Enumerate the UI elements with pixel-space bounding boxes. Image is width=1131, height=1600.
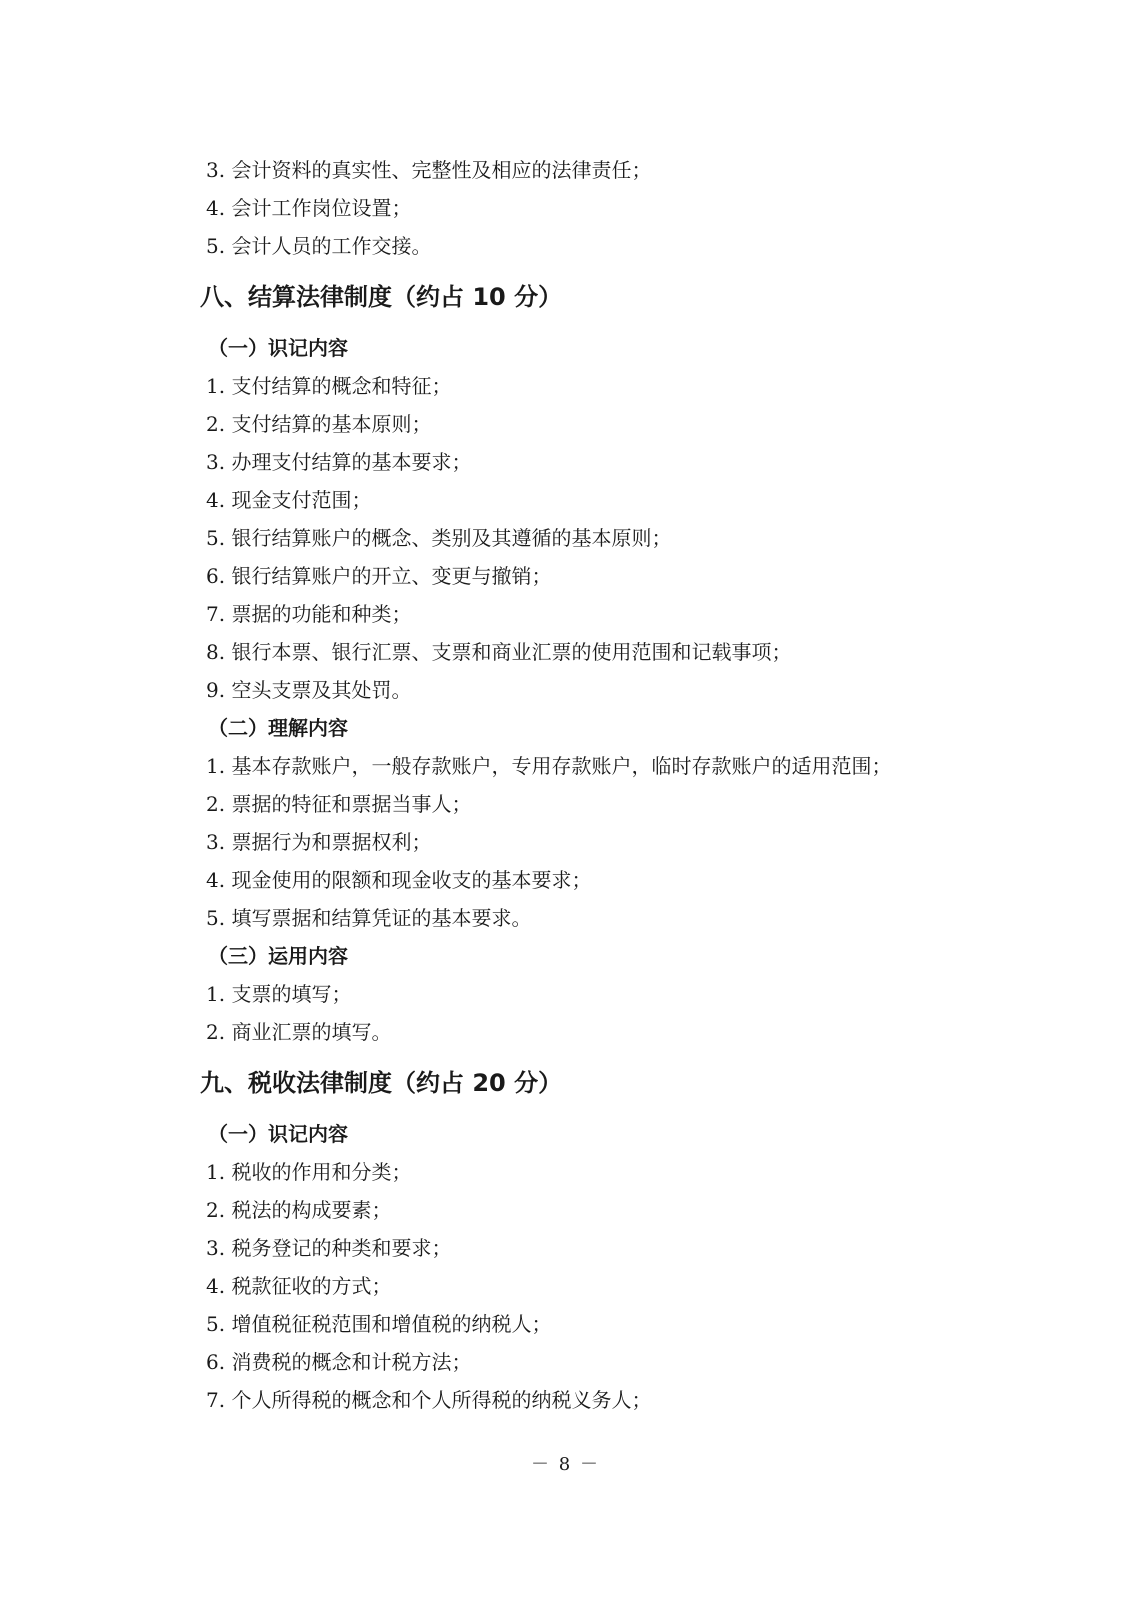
list-item: 5. 会计人员的工作交接。 — [206, 234, 432, 258]
list-item: 1. 基本存款账户，一般存款账户，专用存款账户，临时存款账户的适用范围； — [206, 754, 892, 778]
list-item: 2. 商业汇票的填写。 — [206, 1020, 392, 1044]
list-item: 6. 消费税的概念和计税方法； — [206, 1350, 472, 1374]
page-content — [200, 151, 1000, 1419]
list-item: 1. 税收的作用和分类； — [206, 1160, 412, 1184]
list-item: 3. 税务登记的种类和要求； — [206, 1236, 452, 1260]
list-item: 2. 支付结算的基本原则； — [206, 412, 432, 436]
list-item: 3. 办理支付结算的基本要求； — [206, 450, 472, 474]
list-item: 9. 空头支票及其处罚。 — [206, 678, 412, 702]
list-item: 6. 银行结算账户的开立、变更与撤销； — [206, 564, 552, 588]
list-item: 4. 税款征收的方式； — [206, 1274, 392, 1298]
subheading-understand: （二）理解内容 — [208, 716, 348, 740]
list-item: 4. 现金支付范围； — [206, 488, 372, 512]
list-item: 5. 银行结算账户的概念、类别及其遵循的基本原则； — [206, 526, 672, 550]
list-item: 7. 票据的功能和种类； — [206, 602, 412, 626]
page-number: － 8 － — [531, 1454, 600, 1475]
intro-list — [200, 151, 1000, 265]
list-item: 2. 票据的特征和票据当事人； — [206, 792, 472, 816]
section-heading-9: 九、税收法律制度（约占 20 分） — [200, 1069, 563, 1097]
list-item: 2. 税法的构成要素； — [206, 1198, 392, 1222]
list-item: 4. 现金使用的限额和现金收支的基本要求； — [206, 868, 592, 892]
list-item: 5. 增值税征税范围和增值税的纳税人； — [206, 1312, 552, 1336]
list-item: 1. 支票的填写； — [206, 982, 352, 1006]
list-item: 1. 支付结算的概念和特征； — [206, 374, 452, 398]
memorize-list — [200, 367, 1000, 709]
subheading-apply: （三）运用内容 — [208, 944, 348, 968]
subheading-memorize: （一）识记内容 — [208, 336, 348, 360]
list-item: 4. 会计工作岗位设置； — [206, 196, 412, 220]
list-item: 3. 会计资料的真实性、完整性及相应的法律责任； — [206, 158, 652, 182]
understand-list — [200, 747, 1000, 937]
section-heading-8: 八、结算法律制度（约占 10 分） — [200, 283, 563, 311]
subheading-memorize: （一）识记内容 — [208, 1122, 348, 1146]
memorize-list — [200, 1153, 1000, 1419]
list-item: 8. 银行本票、银行汇票、支票和商业汇票的使用范围和记载事项； — [206, 640, 792, 664]
list-item: 5. 填写票据和结算凭证的基本要求。 — [206, 906, 532, 930]
list-item: 7. 个人所得税的概念和个人所得税的纳税义务人； — [206, 1388, 652, 1412]
apply-list — [200, 975, 1000, 1051]
list-item: 3. 票据行为和票据权利； — [206, 830, 432, 854]
